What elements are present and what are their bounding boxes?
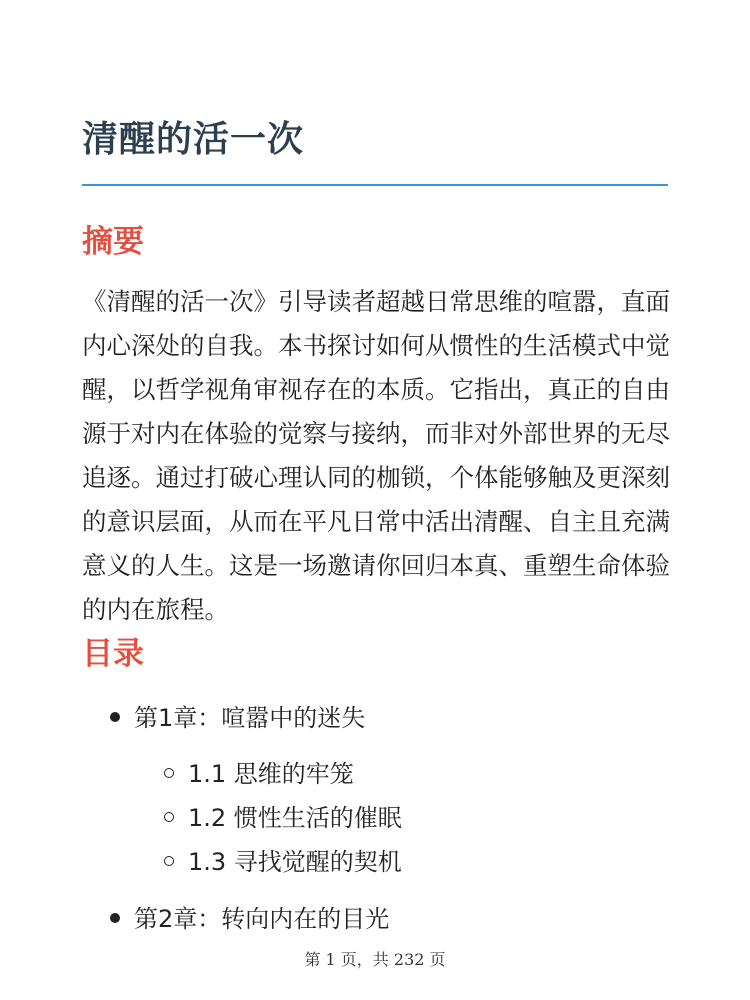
title-divider xyxy=(82,184,668,186)
toc-section-1-1[interactable] xyxy=(164,754,354,794)
toc-section-label: 1.3 寻找觉醒的契机 xyxy=(188,848,402,876)
toc-section-1-2[interactable] xyxy=(164,798,402,838)
ring-bullet-icon xyxy=(164,856,174,866)
page-footer: 第 1 页，共 232 页 xyxy=(304,950,446,969)
toc-chapter-label: 第2章：转向内在的目光 xyxy=(134,905,390,933)
bullet-icon xyxy=(110,913,120,923)
toc-chapter-2[interactable] xyxy=(110,899,389,939)
abstract-heading: 摘要 xyxy=(82,224,144,260)
toc-section-label: 1.1 思维的牢笼 xyxy=(188,760,354,788)
toc-section-1-3[interactable] xyxy=(164,842,402,882)
ring-bullet-icon xyxy=(164,812,174,822)
toc-section-label: 1.2 惯性生活的催眠 xyxy=(188,804,402,832)
toc-chapter-label: 第1章：喧嚣中的迷失 xyxy=(134,704,366,732)
abstract-body: 《清醒的活一次》引导读者超越日常思维的喧嚣，直面内心深处的自我。本书探讨如何从惯性的生活模式中觉醒，以哲学视角审视存在的本质。它指出，真正的自由源于对内在体验的觉察与接纳，而非对外部世界的无尽追逐。通过打破心理认同的枷锁，个体能够触及更深刻的意识层面，从而在平凡日常中活出清醒、自主且充满意义的人生。这是一场邀请你回归本真、重塑生命体验的内在旅程。 xyxy=(82,287,670,624)
ring-bullet-icon xyxy=(164,768,174,778)
document-title: 清醒的活一次 xyxy=(82,119,305,160)
toc-heading: 目录 xyxy=(82,636,144,672)
bullet-icon xyxy=(110,712,120,722)
toc-chapter-1[interactable] xyxy=(110,698,365,738)
